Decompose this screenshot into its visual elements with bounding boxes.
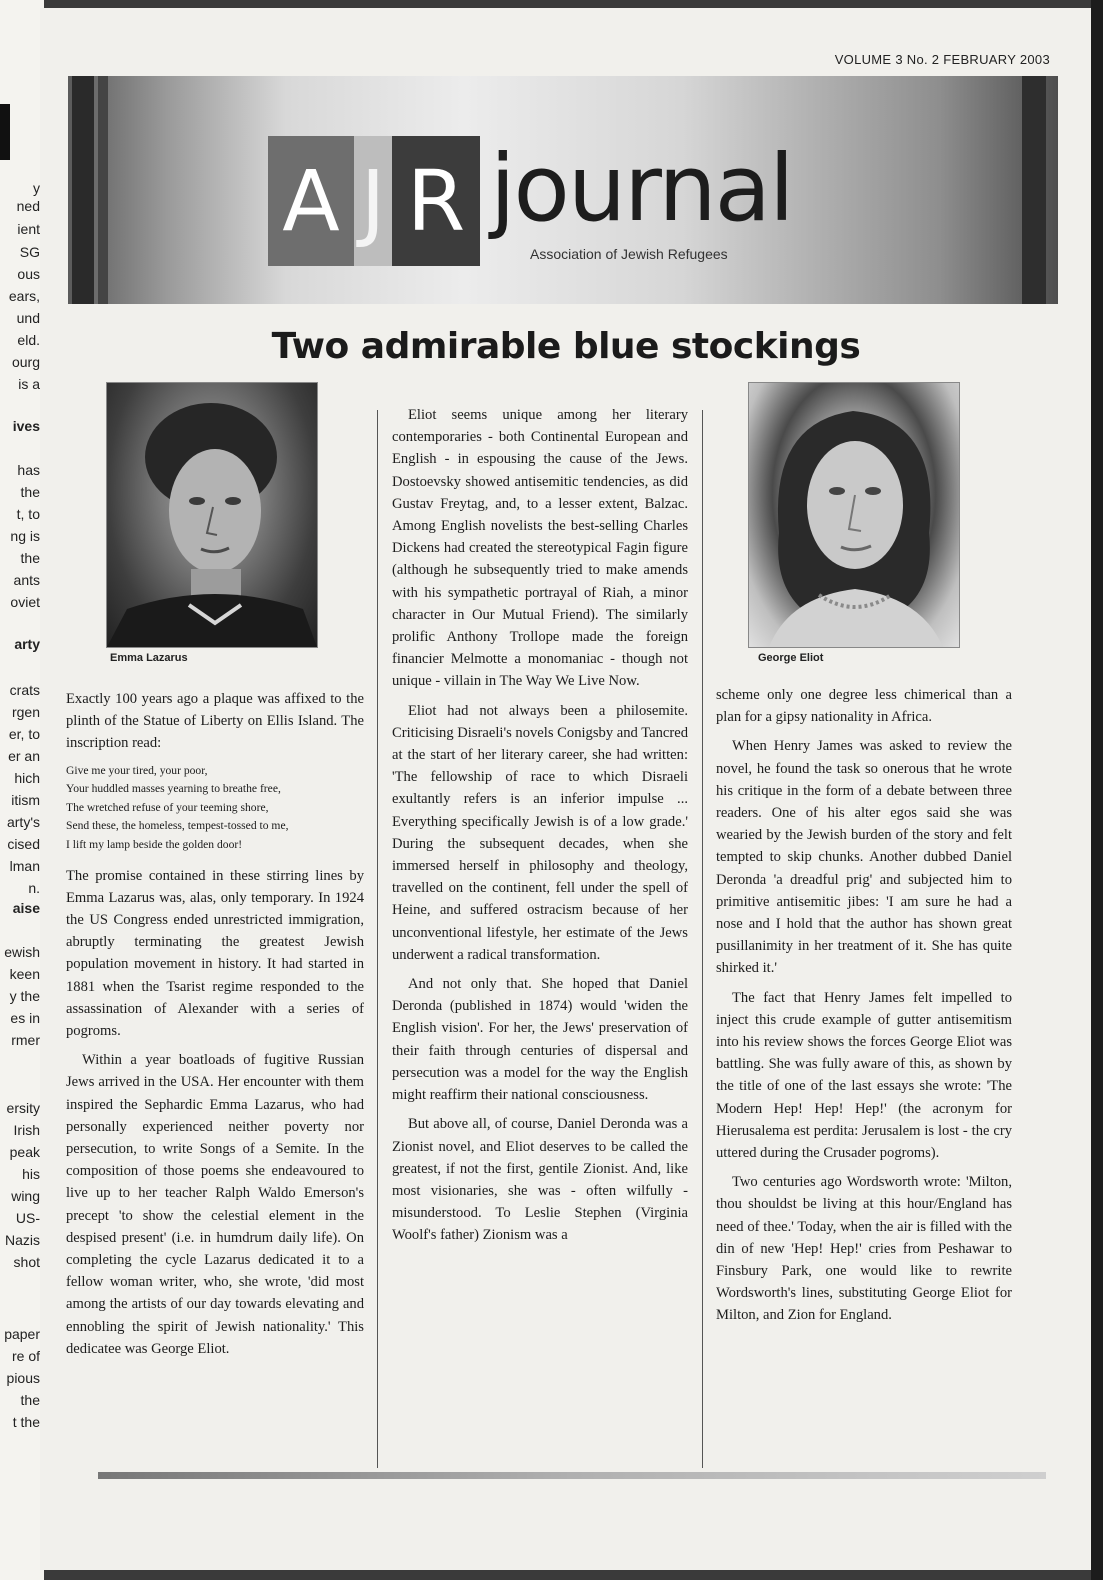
footer-rule: [98, 1472, 1046, 1479]
article-column-2: [392, 404, 688, 1254]
adjacent-page-text-fragment: Irish: [13, 1122, 40, 1138]
article-column-3: [716, 684, 1012, 1334]
adjacent-page-text-fragment: es in: [10, 1010, 40, 1026]
adjacent-page-text-fragment: er an: [8, 748, 40, 764]
column-divider: [377, 410, 378, 1468]
article-paragraph: Within a year boatloads of fugitive Russian Jews arrived in the USA. Her encounter with them inspired the Sephardic Emma Lazarus, who had personally experienced neither poverty nor persecution, to write Songs of a Semite. In the composition of those poems she endeavoured to live up to her teacher Ralph Waldo Emerson's precept 'to show the celestial element in the despised present' (i.e. in humdrum daily life). On completing the cycle Lazarus dedicated it to a fellow woman writer, who, she wrote, 'did most among the artists of our day towards elevating and ennobling the spirit of Jewish nationality.' This dedicatee was George Eliot.: [66, 1052, 364, 1357]
eliot-caption: George Eliot: [758, 652, 824, 664]
adjacent-page-text-fragment: wing: [11, 1188, 40, 1204]
adjacent-page-text-fragment: Nazis: [4, 1232, 40, 1248]
journal-page: [40, 8, 1092, 1570]
statue-inscription-poem: [66, 762, 364, 855]
adjacent-page-text-fragment: the: [20, 550, 40, 566]
adjacent-page-text-fragment: cised: [7, 836, 40, 852]
article-paragraph: Two centuries ago Wordsworth wrote: 'Milton, thou shouldst be living at this hour/England has need of thee.' Today, when the air is filled with the din of new 'Hep! Hep!' cries from Peshawar to Finsbury Park, one would like to rewrite Wordsworth's lines, substituting George Eliot for Milton, and Zion for England.: [716, 1174, 1012, 1324]
logo-letter-a: A: [268, 136, 354, 266]
poem-line: Give me your tired, your poor,: [66, 763, 208, 777]
emma-lazarus-portrait: [106, 382, 318, 648]
adjacent-page-text-fragment: aise: [12, 900, 40, 916]
adjacent-page-text-fragment: has: [17, 462, 40, 478]
scan-edge: [1091, 0, 1103, 1580]
masthead-dark-bar: [72, 76, 94, 304]
adjacent-page-text-fragment: paper: [4, 1326, 40, 1342]
adjacent-page-text-fragment: oviet: [10, 594, 40, 610]
article-paragraph: When Henry James was asked to review the novel, he found the task so onerous that he wrote his critique in the form of a debate between three readers. One of his alter egos said she was wearied by the Jewish burden of the story and felt tempted to skip chunks. Another dubbed Daniel Deronda 'a dreadful prig' and subjected him to primitive antisemitic jibes: 'I am sure he had a nose and I hold that the author has shown great pusillanimity in her treatment of it. She has quite shirked it.': [716, 738, 1012, 977]
adjacent-page-text-fragment: lman: [9, 858, 40, 874]
volume-issue-line: VOLUME 3 No. 2 FEBRUARY 2003: [834, 52, 1050, 67]
poem-line: Your huddled masses yearning to breathe free,: [66, 782, 281, 796]
adjacent-page-text-fragment: the: [20, 1392, 40, 1408]
adjacent-page-text-fragment: y the: [9, 988, 40, 1004]
adjacent-page-text-fragment: rmer: [11, 1032, 40, 1048]
article-paragraph: scheme only one degree less chimerical than a plan for a gipsy nationality in Africa.: [716, 687, 1012, 726]
adjacent-page-text-fragment: US-: [15, 1210, 40, 1226]
adjacent-page-text-fragment: ned: [16, 198, 40, 214]
adjacent-page-text-fragment: arty's: [6, 814, 40, 830]
masthead-dark-bar: [1022, 76, 1046, 304]
poem-line: I lift my lamp beside the golden door!: [66, 837, 243, 851]
article-paragraph: Eliot had not always been a philosemite. Criticising Disraeli's novels Conigsby and Tancred at the start of her literary career, she had written: 'The fellowship of race to which Disraeli exultantly refers is an inferior impulse ... Everything specifically Jewish is of a low grade.' During the subsequent decades, when she immersed herself in philosophy and theology, travelled on the continent, fell under the spell of Heine, and suffered ostracism because of her unconventional lifestyle, her estimate of the Jews underwent a radical transformation.: [392, 702, 689, 963]
adjacent-page-text-fragment: ersity: [6, 1100, 40, 1116]
adjacent-page-text-fragment: ewish: [4, 944, 40, 960]
adjacent-page-text-fragment: pious: [6, 1370, 40, 1386]
adjacent-page-text-fragment: the: [20, 484, 40, 500]
adjacent-page-text-fragment: ears,: [8, 288, 40, 304]
adjacent-page-text-fragment: er, to: [8, 726, 40, 742]
adjacent-page-text-fragment: ives: [12, 418, 40, 434]
article-paragraph: The fact that Henry James felt impelled to inject this crude example of gutter antisemitism into his review shows the forces George Eliot was battling. She was fully aware of this, as shown by the title of one of the last essays she wrote: 'The Modern Hep! Hep! Hep!' (the acronym for Hierusalema est perdita: Jerusalem is lost - the cry uttered during the Crusader pogroms).: [716, 989, 1012, 1162]
adjacent-page-text-fragment: y: [33, 180, 40, 196]
adjacent-page-text-fragment: ient: [17, 221, 40, 237]
adjacent-page-text-fragment: shot: [13, 1254, 40, 1270]
logo-word-journal: journal: [490, 135, 793, 242]
adjacent-page-text-fragment: ng is: [10, 528, 40, 544]
adjacent-page-text-fragment: n.: [28, 880, 40, 896]
column-divider: [702, 410, 703, 1468]
logo-letter-j: J: [354, 136, 392, 266]
portrait-sketch: [107, 383, 317, 647]
adjacent-page-text-fragment: his: [22, 1166, 40, 1182]
lazarus-caption: Emma Lazarus: [110, 652, 188, 664]
logo-letter-r: R: [392, 136, 480, 266]
adjacent-page-text-fragment: und: [16, 310, 40, 326]
adjacent-page-text-fragment: keen: [9, 966, 40, 982]
adjacent-page-text-fragment: is a: [18, 376, 40, 392]
article-paragraph: Exactly 100 years ago a plaque was affixed to the plinth of the Statue of Liberty on Ellis Island. The inscription read:: [66, 691, 364, 752]
adjacent-page-text-fragment: eld.: [17, 332, 40, 348]
adjacent-page-text-fragment: rgen: [11, 704, 40, 720]
adjacent-page-text-fragment: hich: [14, 770, 40, 786]
adjacent-page-black-block: [0, 104, 10, 160]
article-paragraph: And not only that. She hoped that Daniel Deronda (published in 1874) would 'widen the English vision'. For her, the Jews' preservation of their faith through centuries of dispersal and persecution was a model for the way the English might reaffirm their national consciousness.: [392, 976, 688, 1104]
adjacent-page-text-fragment: peak: [9, 1144, 40, 1160]
ajr-journal-logo: [268, 136, 838, 266]
poem-line: The wretched refuse of your teeming shore,: [66, 800, 269, 814]
article-column-1: [66, 688, 364, 1367]
portrait-sketch: [749, 383, 959, 647]
adjacent-page-text-fragment: ourg: [11, 354, 40, 370]
article-headline: Two admirable blue stockings: [271, 326, 861, 367]
adjacent-page-strip: [0, 0, 44, 1580]
article-paragraph: The promise contained in these stirring lines by Emma Lazarus was, alas, only temporary. In 1924 the US Congress ended unrestricted immigration, abruptly terminating the greatest Jewish population movement in history. It had started in 1881 when the Tsarist regime responded to the assassination of Alexander with a series of pogroms.: [66, 867, 364, 1039]
logo-subtitle: Association of Jewish Refugees: [530, 246, 728, 262]
adjacent-page-text-fragment: t the: [12, 1414, 40, 1430]
adjacent-page-text-fragment: itism: [11, 792, 40, 808]
adjacent-page-text-fragment: crats: [9, 682, 40, 698]
adjacent-page-text-fragment: arty: [14, 636, 40, 652]
masthead-dark-bar: [98, 76, 108, 304]
article-paragraph: Eliot seems unique among her literary contemporaries - both Continental European and English - in espousing the cause of the Jews. Dostoevsky showed antisemitic tendencies, as did Gustav Freytag, and, to a lesser extent, Balzac. Among English novelists the best-selling Charles Dickens had created the stereotypical Fagin figure (although he subsequently tried to make amends with his sympathetic portrayal of Riah, a minor character in Our Mutual Friend). The similarly prolific Anthony Trollope made the foreign financier Melmotte a monomaniac - though not unique - villain in The Way We Live Now.: [392, 407, 688, 690]
george-eliot-portrait: [748, 382, 960, 648]
article-paragraph: But above all, of course, Daniel Deronda was a Zionist novel, and Eliot deserves to be called the greatest, if not the first, gentile Zionist. And, like most visionaries, she was - often wilfully - misunderstood. To Leslie Stephen (Virginia Woolf's father) Zionism was a: [392, 1116, 688, 1244]
adjacent-page-text-fragment: t, to: [16, 506, 40, 522]
adjacent-page-text-fragment: re of: [11, 1348, 40, 1364]
adjacent-page-text-fragment: SG: [19, 244, 40, 260]
adjacent-page-text-fragment: ous: [17, 266, 40, 282]
poem-line: Send these, the homeless, tempest-tossed to me,: [66, 819, 289, 833]
adjacent-page-text-fragment: ants: [13, 572, 40, 588]
